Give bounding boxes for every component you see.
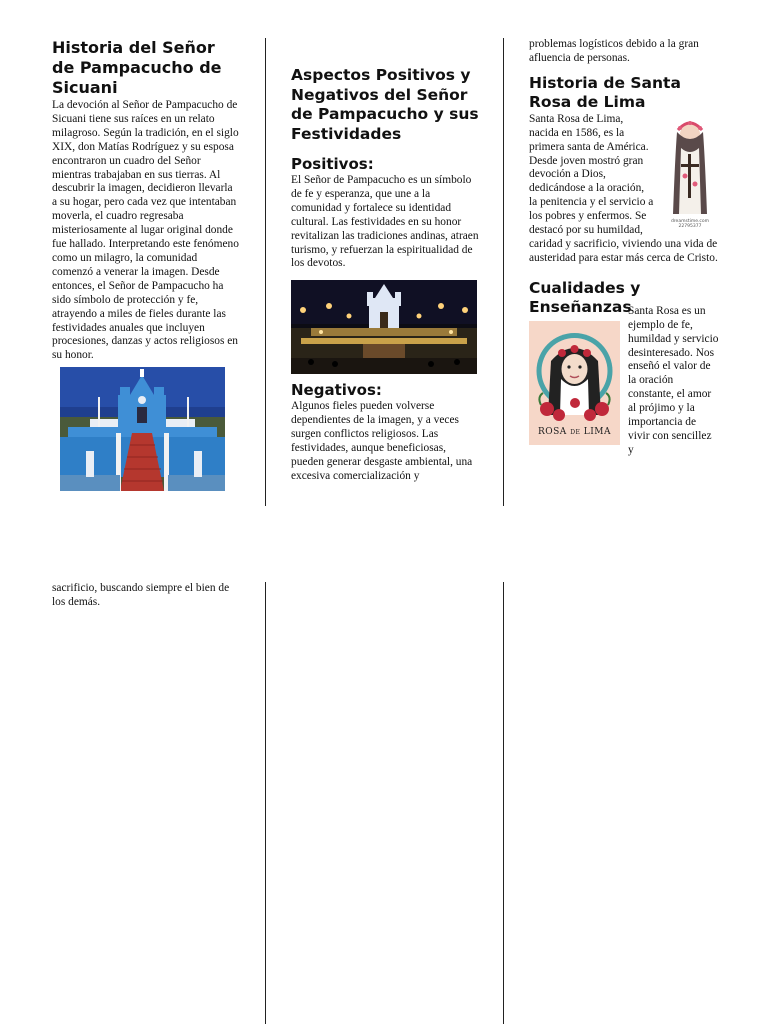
continued-text: problemas logísticos debido a la gran afluencia de personas. [529, 38, 699, 64]
badge-label-rosa: ROSA [537, 426, 567, 437]
negative-heading: Negativos: [291, 381, 382, 400]
santa-rosa-history-heading: Historia de Santa Rosa de Lima [529, 73, 681, 112]
saint-image-caption: dreamstime.com 22795377 [670, 218, 710, 229]
page-2-column-1 [52, 582, 239, 610]
aspects-title: Aspectos Positivos y Negativos del Señor de Pampacucho y sus Festividades [291, 66, 479, 143]
column-3 [529, 38, 719, 458]
pampacucho-history-title: Historia del Señor de Pampacucho de Sicuani [52, 38, 222, 97]
continuation-text: sacrificio, buscando siempre el bien de los demás. [52, 582, 230, 608]
column-separator [503, 582, 504, 1024]
santa-rosa-illustration [661, 118, 719, 228]
column-separator [265, 38, 266, 506]
rosa-de-lima-badge [529, 321, 620, 445]
document-page-2 [0, 560, 768, 1024]
pampacucho-history-body: La devoción al Señor de Pampacucho de Sicuani tiene sus raíces en un relato milagroso. Según la tradición, en el siglo XIX, don Matías Rodríguez y su esposa encontraron un cuadro del Señor mientras trabajaban en sus tierras. Al descubrir la imagen, decidieron llevarla a su hogar, pero cada vez que intentaban moverla, el cuadro regresaba misteriosamente al lugar original donde fue hallado. Interpretando este fenómeno como un milagro, la comunidad comenzó a venerar la imagen. Desde entonces, el Señor de Pampacucho ha sido símbolo de protección y fe, atrayendo a miles de fieles durante las festividades anuales que incluyen procesiones, danzas y actos religiosos en su honor. [52, 99, 239, 362]
positive-heading: Positivos: [291, 155, 374, 173]
column-separator [265, 582, 266, 1024]
qualities-body: Santa Rosa es un ejemplo de fe, humildad y servicio desinteresado. Nos enseñó el valor de la oración constante, el amor al prójimo y la importancia de vivir con sencillez y [628, 304, 719, 456]
badge-label [529, 427, 620, 437]
santa-rosa-history-body: Santa Rosa de Lima, nacida en 1586, es la primera santa de América. Desde joven mostró gran devoción a Dios, dedicándose a la oración, la penitencia y el servicio a los pobres y enfermos. Se destacó por su humildad, caridad y sacrificio, viviendo una vida de austeridad para estar más cerca de Cristo. [529, 112, 718, 264]
positive-body: El Señor de Pampacucho es un símbolo de fe y esperanza, que une a la comunidad y fortalece su identidad cultural. Las festividades en su honor revitalizan las tradiciones andinas, atraen turismo, y refuerzan la espiritualidad de los devotos. [291, 174, 479, 270]
badge-label-lima: LIMA [583, 426, 612, 437]
church-night-photo [291, 280, 477, 374]
badge-label-de: DE [570, 428, 581, 436]
column-separator [503, 38, 504, 506]
column-2 [291, 66, 479, 484]
church-day-photo [60, 367, 225, 491]
column-1 [52, 38, 239, 491]
negative-body: Algunos fieles pueden volverse dependientes de la imagen, y a veces surgen conflictos religiosos. Las festividades, aunque beneficiosas, pueden generar desgaste ambiental, una excesiva comercialización y [291, 400, 473, 482]
qualities-heading: Cualidades y Enseñanzas [529, 278, 641, 317]
